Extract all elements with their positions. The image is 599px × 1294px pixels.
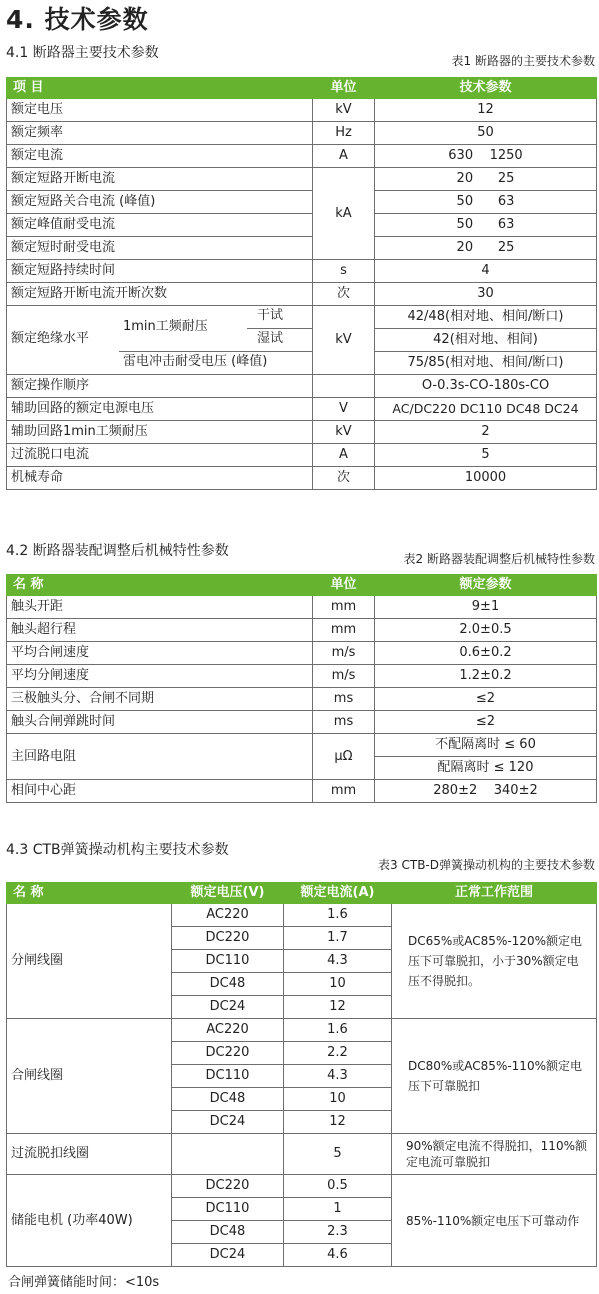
trip-coil-range: 90%额定电流不得脱扣，110%额定电流可靠脱扣 (392, 1134, 597, 1175)
voltage-cell: DC220 (172, 1175, 284, 1198)
table1-header-row (7, 78, 597, 99)
row-value: 2.0±0.5 (375, 619, 597, 642)
table-row (7, 467, 597, 490)
row-label: 额定短路持续时间 (7, 260, 313, 283)
dry-test-value: 42/48(相对地、相间/断口) (375, 306, 597, 329)
row-label: 机械寿命 (7, 467, 313, 490)
wet-test-label: 湿试 (257, 331, 284, 346)
table-row (7, 191, 597, 214)
table1 (6, 77, 597, 490)
voltage-cell: DC48 (172, 973, 284, 996)
voltage-cell: DC110 (172, 1065, 284, 1088)
voltage-cell: DC220 (172, 927, 284, 950)
header-value: 额定参数 (375, 575, 597, 596)
row-value: 30 (375, 283, 597, 306)
motor-label: 储能电机 (功率40W) (7, 1175, 172, 1267)
insulation-cell (7, 306, 313, 375)
current-cell: 12 (284, 1111, 392, 1134)
voltage-cell: DC24 (172, 1244, 284, 1267)
row-unit: kA (313, 168, 375, 260)
table-row (7, 904, 597, 927)
divider (247, 328, 312, 329)
divider (119, 351, 312, 352)
table-row (7, 688, 597, 711)
table2 (6, 574, 597, 803)
table2-heading: 4.2 断路器装配调整后机械特性参数 (6, 543, 229, 559)
insulation-unit: kV (313, 306, 375, 375)
header-current: 额定电流(A) (284, 883, 392, 904)
current-cell: 4.6 (284, 1244, 392, 1267)
current-cell: 4.3 (284, 950, 392, 973)
row-value: 0.6±0.2 (375, 642, 597, 665)
voltage-cell: DC48 (172, 1088, 284, 1111)
voltage-cell: DC110 (172, 1198, 284, 1221)
table-row (7, 306, 597, 329)
current-cell: 1.7 (284, 927, 392, 950)
row-value: O-0.3s-CO-180s-CO (375, 375, 597, 398)
table-row (7, 375, 597, 398)
voltage-cell: DC110 (172, 950, 284, 973)
row-unit: ms (313, 688, 375, 711)
table-row (7, 99, 597, 122)
impulse-value: 75/85(相对地、相间/断口) (375, 352, 597, 375)
dry-test-label: 干试 (257, 308, 284, 323)
row-value: 12 (375, 99, 597, 122)
table1-heading: 4.1 断路器主要技术参数 (6, 45, 159, 61)
row-label: 过流脱口电流 (7, 444, 313, 467)
row-label: 平均分闸速度 (7, 665, 313, 688)
current-cell: 0.5 (284, 1175, 392, 1198)
row-value: 4 (375, 260, 597, 283)
row-unit: 次 (313, 467, 375, 490)
header-unit: 单位 (313, 78, 375, 99)
table2-caption: 表2 断路器装配调整后机械特性参数 (403, 552, 595, 566)
row-value: 50 (375, 122, 597, 145)
row-unit: μΩ (313, 734, 375, 780)
table2-header-row (7, 575, 597, 596)
close-coil-label: 合闸线圈 (7, 1019, 172, 1134)
table-row (7, 1134, 597, 1175)
voltage-cell: DC48 (172, 1221, 284, 1244)
table-row (7, 214, 597, 237)
row-label: 平均合闸速度 (7, 642, 313, 665)
header-name: 名 称 (7, 883, 172, 904)
row-label: 额定电流 (7, 145, 313, 168)
table-row (7, 145, 597, 168)
table-row (7, 642, 597, 665)
row-value: 50 63 (375, 191, 597, 214)
row-value: 配隔离时 ≤ 120 (375, 757, 597, 780)
row-value: 2 (375, 421, 597, 444)
table-row (7, 734, 597, 757)
row-unit: m/s (313, 665, 375, 688)
row-unit: A (313, 444, 375, 467)
row-label: 触头合闸弹跳时间 (7, 711, 313, 734)
table-row (7, 398, 597, 421)
current-cell: 2.2 (284, 1042, 392, 1065)
table3-header-row (7, 883, 597, 904)
motor-range: 85%-110%额定电压下可靠动作 (392, 1175, 597, 1267)
table-row (7, 444, 597, 467)
row-value: 10000 (375, 467, 597, 490)
section-title: 4. 技术参数 (6, 5, 149, 34)
voltage-cell: AC220 (172, 904, 284, 927)
row-label: 相间中心距 (7, 780, 313, 803)
row-unit: mm (313, 780, 375, 803)
table-row (7, 1019, 597, 1042)
header-unit: 单位 (313, 575, 375, 596)
insulation-sub-label: 1min工频耐压 (123, 319, 208, 334)
wet-test-value: 42(相对地、相间) (375, 329, 597, 352)
current-cell: 1 (284, 1198, 392, 1221)
current-cell: 4.3 (284, 1065, 392, 1088)
open-coil-range: DC65%或AC85%-120%额定电压下可靠脱扣，小于30%额定电压不得脱扣。 (392, 904, 597, 1019)
row-label: 辅助回路1min工频耐压 (7, 421, 313, 444)
row-value: 1.2±0.2 (375, 665, 597, 688)
open-coil-label: 分闸线圈 (7, 904, 172, 1019)
current-cell: 2.3 (284, 1221, 392, 1244)
row-unit: V (313, 398, 375, 421)
table3 (6, 882, 597, 1267)
table-row (7, 665, 597, 688)
table-row (7, 237, 597, 260)
row-value: ≤2 (375, 688, 597, 711)
row-value: 20 25 (375, 168, 597, 191)
table3-heading: 4.3 CTB弹簧操动机构主要技术参数 (6, 842, 229, 858)
row-label: 额定频率 (7, 122, 313, 145)
voltage-cell: DC24 (172, 996, 284, 1019)
row-unit: mm (313, 596, 375, 619)
table-row (7, 283, 597, 306)
row-unit: Hz (313, 122, 375, 145)
voltage-cell: AC220 (172, 1019, 284, 1042)
table-row (7, 711, 597, 734)
row-value: 280±2 340±2 (375, 780, 597, 803)
header-voltage: 额定电压(V) (172, 883, 284, 904)
row-value: 9±1 (375, 596, 597, 619)
header-range: 正常工作范围 (392, 883, 597, 904)
current-cell: 10 (284, 973, 392, 996)
row-label: 辅助回路的额定电源电压 (7, 398, 313, 421)
row-label: 额定短路开断电流 (7, 168, 313, 191)
table-row (7, 421, 597, 444)
row-label: 触头超行程 (7, 619, 313, 642)
table-row (7, 780, 597, 803)
row-unit: 次 (313, 283, 375, 306)
row-value: ≤2 (375, 711, 597, 734)
row-label: 触头开距 (7, 596, 313, 619)
table-row (7, 260, 597, 283)
header-item: 项 目 (7, 78, 313, 99)
current-cell: 12 (284, 996, 392, 1019)
current-cell: 10 (284, 1088, 392, 1111)
voltage-cell: DC220 (172, 1042, 284, 1065)
row-value: 630 1250 (375, 145, 597, 168)
voltage-cell (172, 1134, 284, 1175)
row-label: 额定短路关合电流 (峰值) (7, 191, 313, 214)
row-unit: mm (313, 619, 375, 642)
table-row (7, 619, 597, 642)
current-cell: 1.6 (284, 904, 392, 927)
header-name: 名 称 (7, 575, 313, 596)
row-unit (313, 375, 375, 398)
row-unit: ms (313, 711, 375, 734)
row-label: 主回路电阻 (7, 734, 313, 780)
close-coil-range: DC80%或AC85%-110%额定电压下可靠脱扣 (392, 1019, 597, 1134)
row-label: 三极触头分、合闸不同期 (7, 688, 313, 711)
voltage-cell: DC24 (172, 1111, 284, 1134)
row-value: AC/DC220 DC110 DC48 DC24 (375, 398, 597, 421)
row-value: 5 (375, 444, 597, 467)
table3-caption: 表3 CTB-D弹簧操动机构的主要技术参数 (378, 858, 595, 872)
row-label: 额定峰值耐受电流 (7, 214, 313, 237)
trip-coil-label: 过流脱扣线圈 (7, 1134, 172, 1175)
row-unit: kV (313, 421, 375, 444)
row-unit: A (313, 145, 375, 168)
current-cell: 5 (284, 1134, 392, 1175)
row-unit: m/s (313, 642, 375, 665)
row-label: 额定操作顺序 (7, 375, 313, 398)
table-row (7, 122, 597, 145)
row-label: 额定短时耐受电流 (7, 237, 313, 260)
header-value: 技术参数 (375, 78, 597, 99)
table-row (7, 168, 597, 191)
row-label: 额定短路开断电流开断次数 (7, 283, 313, 306)
row-unit: kV (313, 99, 375, 122)
insulation-label: 额定绝缘水平 (11, 331, 90, 346)
spring-charge-time-note: 合闸弹簧储能时间：<10s (8, 1275, 160, 1290)
row-value: 20 25 (375, 237, 597, 260)
row-unit: s (313, 260, 375, 283)
table-row (7, 596, 597, 619)
table-row (7, 1175, 597, 1198)
row-label: 额定电压 (7, 99, 313, 122)
table1-caption: 表1 断路器的主要技术参数 (451, 54, 595, 68)
impulse-label: 雷电冲击耐受电压 (峰值) (123, 354, 268, 369)
row-value: 不配隔离时 ≤ 60 (375, 734, 597, 757)
current-cell: 1.6 (284, 1019, 392, 1042)
row-value: 50 63 (375, 214, 597, 237)
